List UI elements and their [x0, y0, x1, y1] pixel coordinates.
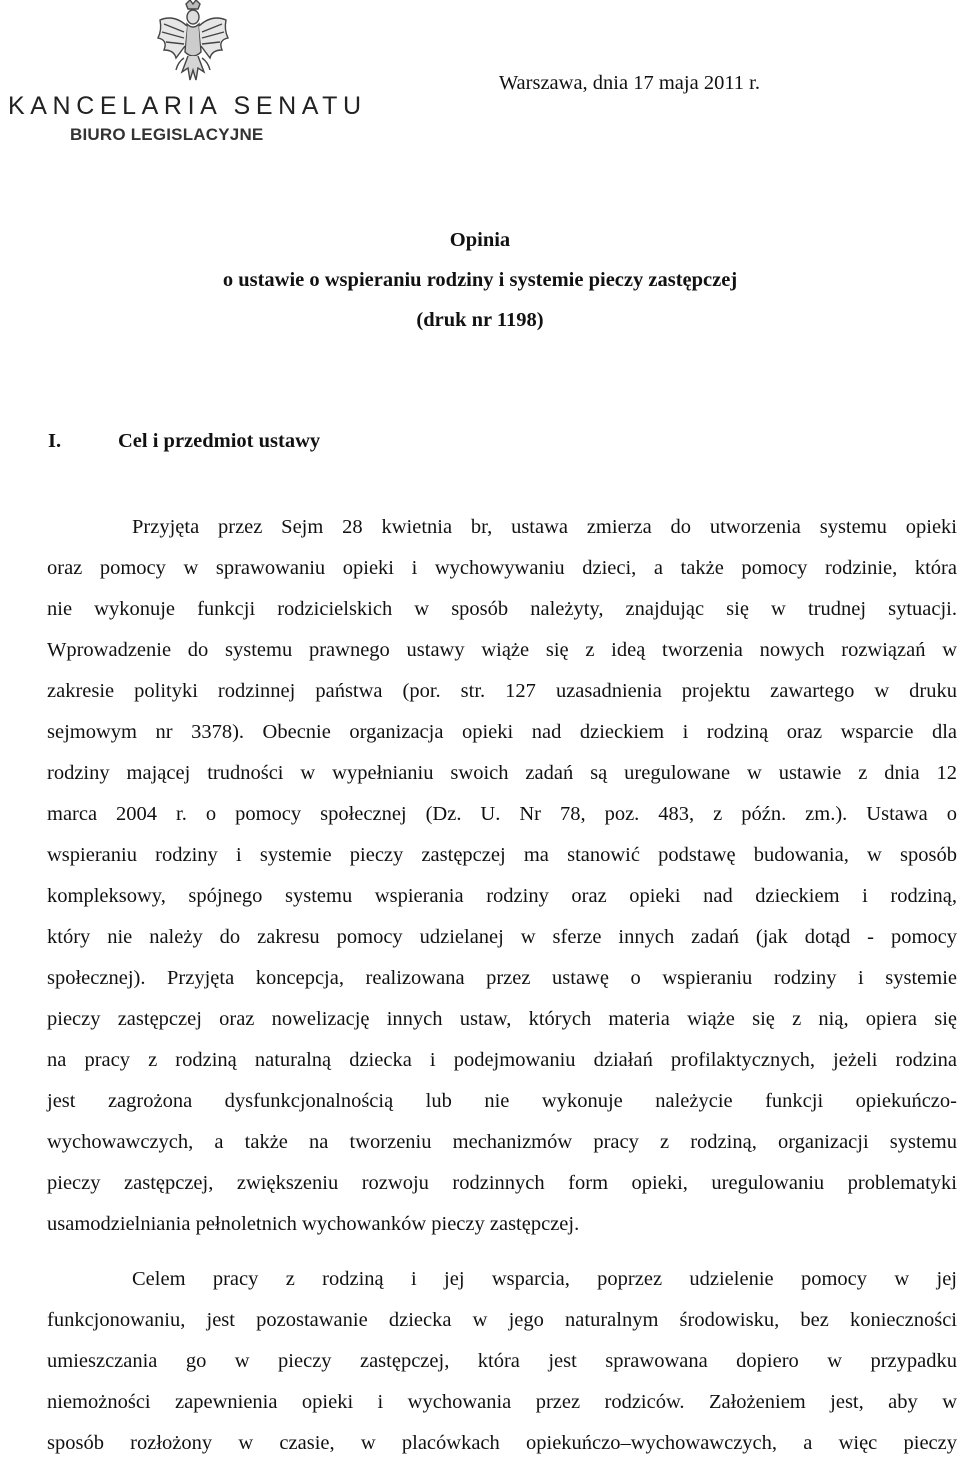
text-line: marca 2004 r. o pomocy społecznej (Dz. U. Nr 78, poz. 483, z późn. zm.). Ustawa o	[47, 803, 957, 825]
text-line: pieczy zastępczej oraz nowelizację innych ustaw, których materia wiąże się z nią, opiera się	[47, 1008, 957, 1030]
paragraph-1	[47, 507, 957, 1245]
section-number: I.	[48, 430, 62, 452]
title-line-subject: o ustawie o wspieraniu rodziny i systemie pieczy zastępczej	[222, 269, 738, 291]
text-line: wspieraniu rodziny i systemie pieczy zastępczej ma stanowić podstawę budowania, w sposób	[47, 844, 957, 866]
text-line: nie wykonuje funkcji rodzicielskich w sposób należyty, znajdując się w trudnej sytuacji.	[47, 598, 957, 620]
document-title	[0, 220, 960, 340]
text-line: pieczy zastępczej, zwiększeniu rozwoju rodzinnych form opieki, uregulowaniu problematyki	[47, 1172, 957, 1194]
title-line-print-number: (druk nr 1198)	[416, 309, 544, 331]
section-title: Cel i przedmiot ustawy	[118, 430, 321, 452]
text-line: oraz pomocy w sprawowaniu opieki i wychowywaniu dzieci, a także pomocy rodzinie, która	[47, 557, 957, 579]
paragraph-2	[47, 1259, 957, 1464]
text-line: umieszczania go w pieczy zastępczej, która jest sprawowana dopiero w przypadku	[47, 1350, 957, 1372]
eagle-emblem-icon	[154, 0, 232, 86]
text-line: sposób rozłożony w czasie, w placówkach opiekuńczo–wychowawczych, a więc pieczy	[47, 1432, 957, 1454]
text-line: który nie należy do zakresu pomocy udzielanej w sferze innych zadań (jak dotąd - pomocy	[47, 926, 957, 948]
text-line: usamodzielniania pełnoletnich wychowanków pieczy zastępczej.	[47, 1213, 580, 1235]
section-heading	[48, 430, 320, 453]
text-line: Wprowadzenie do systemu prawnego ustawy wiąże się z ideą tworzenia nowych rozwiązań w	[47, 639, 957, 661]
text-line: kompleksowy, spójnego systemu wspierania rodziny oraz opieki nad dzieckiem i rodziną,	[47, 885, 957, 907]
text-line: społecznej). Przyjęta koncepcja, realizowana przez ustawę o wspieraniu rodziny i systemie	[47, 967, 957, 989]
body-text	[47, 507, 957, 1464]
text-line: rodziny mającej trudności w wypełnianiu swoich zadań są uregulowane w ustawie z dnia 12	[47, 762, 957, 784]
text-line: Przyjęta przez Sejm 28 kwietnia br, ustawa zmierza do utworzenia systemu opieki	[132, 516, 957, 538]
text-line: jest zagrożona dysfunkcjonalnością lub nie wykonuje należycie funkcji opiekuńczo-	[47, 1090, 957, 1112]
organization-name: KANCELARIA SENATU	[8, 92, 367, 120]
senate-logo	[6, 0, 376, 150]
title-line-opinia: Opinia	[449, 229, 511, 251]
text-line: zakresie polityki rodzinnej państwa (por. str. 127 uzasadnienia projektu zawartego w druku	[47, 680, 957, 702]
text-line: niemożności zapewnienia opieki i wychowania przez rodziców. Założeniem jest, aby w	[47, 1391, 957, 1413]
text-line: funkcjonowaniu, jest pozostawanie dziecka w jego naturalnym środowisku, bez konieczności	[47, 1309, 957, 1331]
text-line: wychowawczych, a także na tworzeniu mechanizmów pracy z rodziną, organizacji systemu	[47, 1131, 957, 1153]
organization-department: BIURO LEGISLACYJNE	[70, 125, 264, 144]
text-line: sejmowym nr 3378). Obecnie organizacja opieki nad dzieckiem i rodziną oraz wsparcie dla	[47, 721, 957, 743]
document-date: Warszawa, dnia 17 maja 2011 r.	[498, 72, 760, 94]
letterhead	[0, 0, 960, 160]
text-line: na pracy z rodziną naturalną dziecka i podejmowaniu działań profilaktycznych, jeżeli rodzina	[47, 1049, 957, 1071]
text-line: Celem pracy z rodziną i jej wsparcia, poprzez udzielenie pomocy w jej	[132, 1268, 957, 1290]
